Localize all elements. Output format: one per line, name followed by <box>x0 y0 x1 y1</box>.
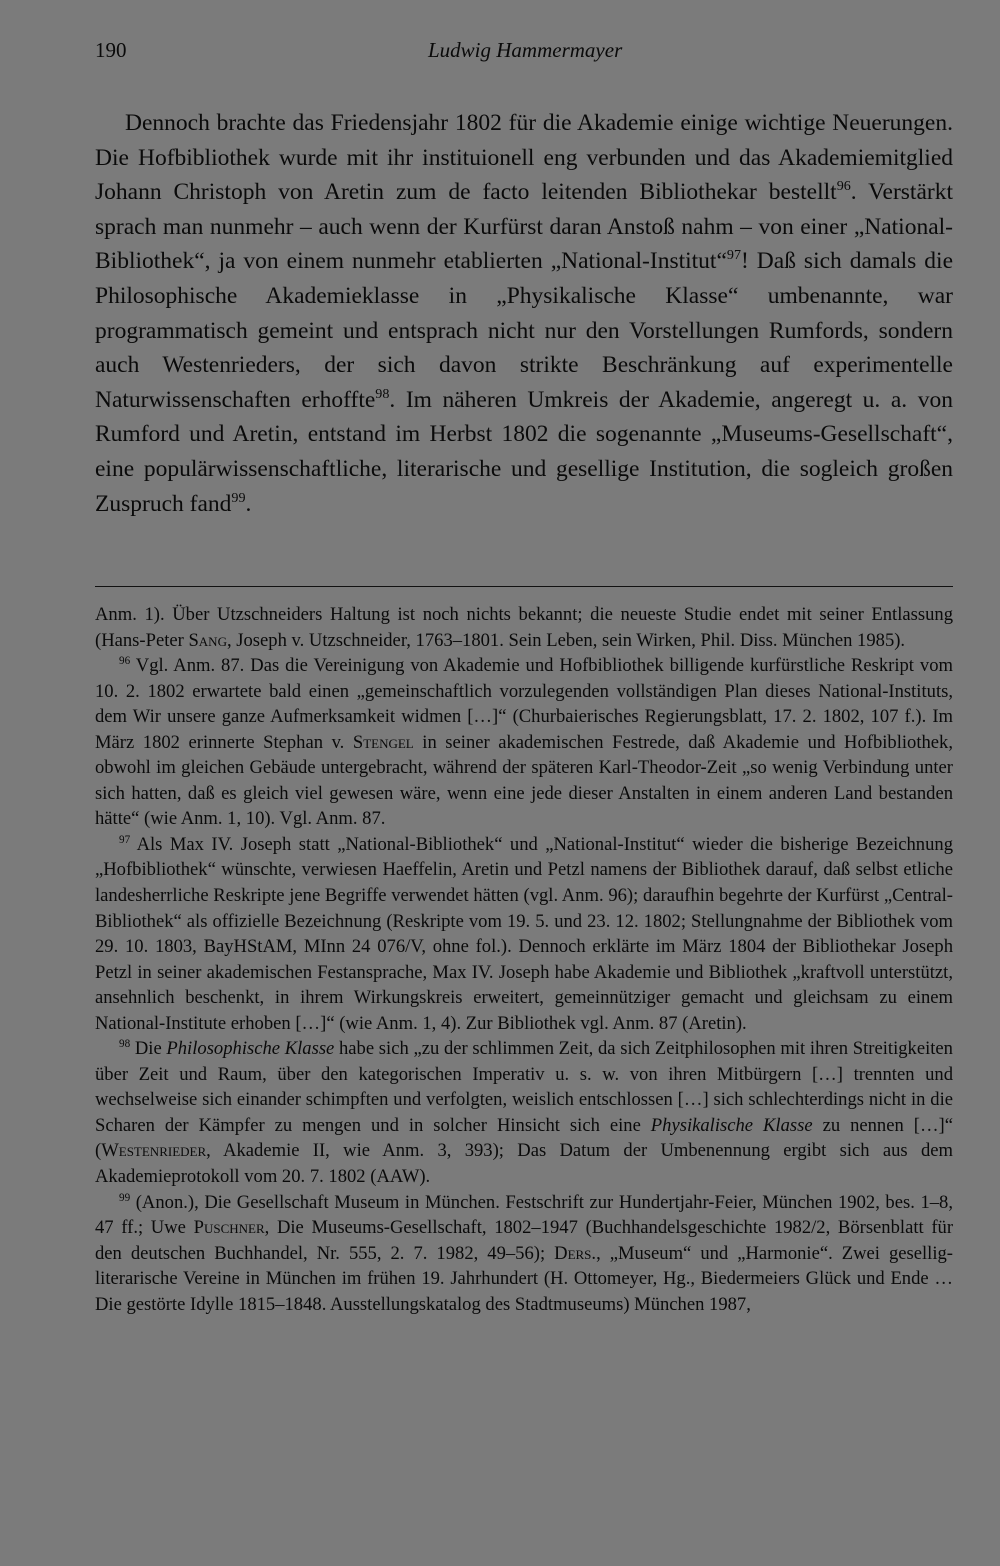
body-text: . Verstärkt sprach man nunmehr – auch wenn der Kurfürst daran Anstoß nahm – von einer „National-Bibliothek“, ja von einem nunmehr etablierten „National-Institut“ <box>95 179 953 275</box>
footnote-number: 99 <box>119 1191 131 1204</box>
footnote-99 <box>95 1190 953 1318</box>
footnote-text: zu nennen […]“ ( <box>95 1114 953 1162</box>
body-text: . <box>245 490 252 517</box>
body-text: Dennoch brachte das Friedensjahr 1802 für die Akademie einige wichtige Neuerungen. Die Hofbibliothek wurde mit ihr instituionell eng verbunden und das Akademiemitglied Johann Christoph von Aretin zum de facto leitenden Bibliothekar bestellt <box>95 110 953 206</box>
footnote-number: 96 <box>119 654 131 667</box>
footnote-ref-96[interactable]: 96 <box>836 178 851 195</box>
italic-term: Philosophische Klasse <box>166 1038 335 1060</box>
footnote-number: 98 <box>119 1038 131 1051</box>
footnote-ref-97[interactable]: 97 <box>726 247 741 264</box>
footnote-continuation <box>95 602 953 653</box>
footnote-98 <box>95 1036 953 1189</box>
footnote-rule <box>95 586 953 587</box>
author-name: Puschner <box>193 1217 265 1239</box>
footnote-text: Vgl. Anm. 87. Das die Vereinigung von Akademie und Hofbibliothek billigende kurfürstliche Reskript vom 10. 2. 1802 erwartete bald einen „gemeinschaftlich vorzulegenden vollständigen Plan dieses National-Instituts, dem Wir unsere ganze Aufmerksamkeit widmen […]“ (Churbaierisches Regierungsblatt, 17. 2. 1802, 107 f.). Im März 1802 erinnerte Stephan v. <box>95 655 953 753</box>
footnote-text: , Die Museums-Gesellschaft, 1802–1947 (Buchhandelsgeschichte 1982/2, Börsenblatt für den deutschen Buchhandel, Nr. 555, 2. 7. 1982, 49–56); <box>95 1217 954 1264</box>
footnote-ref-98[interactable]: 98 <box>375 385 390 402</box>
footnote-text: Als Max IV. Joseph statt „National-Bibliothek“ und „National-Institut“ wieder die bisherige Bezeichnung „Hofbibliothek“ wünschte, verwiesen Haeffelin, Aretin und Petzl namens der Bibliothek darauf, daß selbst etliche landesherrliche Reskripte jene Begriffe verwendet hätten (vgl. Anm. 96); daraufhin begehrte der Kurfürst „Central-Bibliothek“ als offizielle Bezeichnung (Reskripte vom 19. 5. und 23. 12. 1802; Stellungnahme der Bibliothek vom 29. 10. 1803, BayHStAM, MInn 24 076/V, ohne fol.). Dennoch erklärte im März 1804 der Bibliothekar Joseph Petzl in seiner akademischen Festansprache, Max IV. Joseph habe Akademie und Bibliothek „kraftvoll unterstützt, ansehnlich beschenkt, in ihrem Wirkungskreis erweitert, gemeinnütziger gemacht und gleichsam zu einem National-Institute erhoben […]“ (wie Anm. 1, 4). Zur Bibliothek vgl. Anm. 87 (Aretin). <box>95 833 953 1034</box>
footnotes <box>95 602 953 1317</box>
italic-term: Physikalische Klasse <box>650 1114 813 1136</box>
footnote-text: Die <box>130 1038 167 1060</box>
body-text: . Im näheren Umkreis der Akademie, angeregt u. a. von Rumford und Aretin, entstand im Herbst 1802 die sogenannte „Museums-Gesellschaft“, eine populärwissenschaftliche, literarische und gesellige Institution, die sogleich großen Zuspruch fand <box>95 386 953 517</box>
footnote-ref-99[interactable]: 99 <box>231 489 246 506</box>
page-number: 190 <box>95 38 127 62</box>
footnote-text: (Anon.), Die Gesellschaft Museum in München. Festschrift zur Hundertjahr-Feier, München 1902, bes. 1–8, 47 ff.; Uwe <box>95 1191 953 1239</box>
footnote-text: , Akademie II, wie Anm. 3, 393); Das Datum der Umbenennung ergibt sich aus dem Akademieprotokoll vom 20. 7. 1802 (AAW). <box>95 1140 953 1188</box>
author-name: Ders. <box>554 1242 597 1264</box>
main-text <box>95 106 953 521</box>
footnote-text: habe sich „zu der schlimmen Zeit, da sich Zeitphilosophen mit ihren Streitigkeiten über Zeit und Raum, über den kategorischen Imperativ u. s. w. von ihren Mitbürgern […] trennten und wechselweise sich einander schimpften und verfolgten, weislich entschlossen […] sich schlechterdings nicht in die Scharen der Kämpfer zu mengen und in solcher Hinsicht sich eine <box>95 1038 953 1136</box>
footnote-number: 97 <box>119 833 131 846</box>
running-title: Ludwig Hammermayer <box>428 38 623 62</box>
footnote-text: Anm. 1). Über Utzschneiders Haltung ist noch nichts bekannt; die neueste Studie endet mit seiner Entlassung (Hans-Peter <box>95 604 953 651</box>
footnote-text: , Joseph v. Utzschneider, 1763–1801. Sein Leben, sein Wirken, Phil. Diss. München 1985). <box>226 629 906 651</box>
footnote-97 <box>95 832 953 1036</box>
footnote-text: in seiner akademischen Festrede, daß Akademie und Hofbibliothek, obwohl im gleichen Gebäude untergebracht, während der späteren Karl-Theodor-Zeit „so wenig Verbindung unter sich hatten, daß es gleich viel gewesen wäre, wenn eine jede dieser Anstalten in einem anderen Land bestanden hätte“ (wie Anm. 1, 10). Vgl. Anm. 87. <box>95 731 954 830</box>
author-name: Sang <box>188 629 227 651</box>
footnote-text: , „Museum“ und „Harmonie“. Zwei gesellig-literarische Vereine in München im frühen 19. Jahrhundert (H. Ottomeyer, Hg., Biedermeiers Glück und Ende … Die gestörte Idylle 1815–1848. Ausstellungskatalog des Stadtmuseums) München 1987, <box>95 1242 953 1315</box>
footnote-96 <box>95 653 953 832</box>
body-text: ! Daß sich damals die Philosophische Akademieklasse in „Physikalische Klasse“ umbenannte, war programmatisch gemeint und entsprach nicht nur den Vorstellungen Rumfords, sondern auch Westenrieders, der sich davon strikte Beschränkung auf experimentelle Naturwissenschaften erhoffte <box>95 248 954 413</box>
body-paragraph <box>95 106 953 521</box>
author-name: Westenrieder <box>101 1140 207 1162</box>
author-name: Stengel <box>352 731 414 753</box>
